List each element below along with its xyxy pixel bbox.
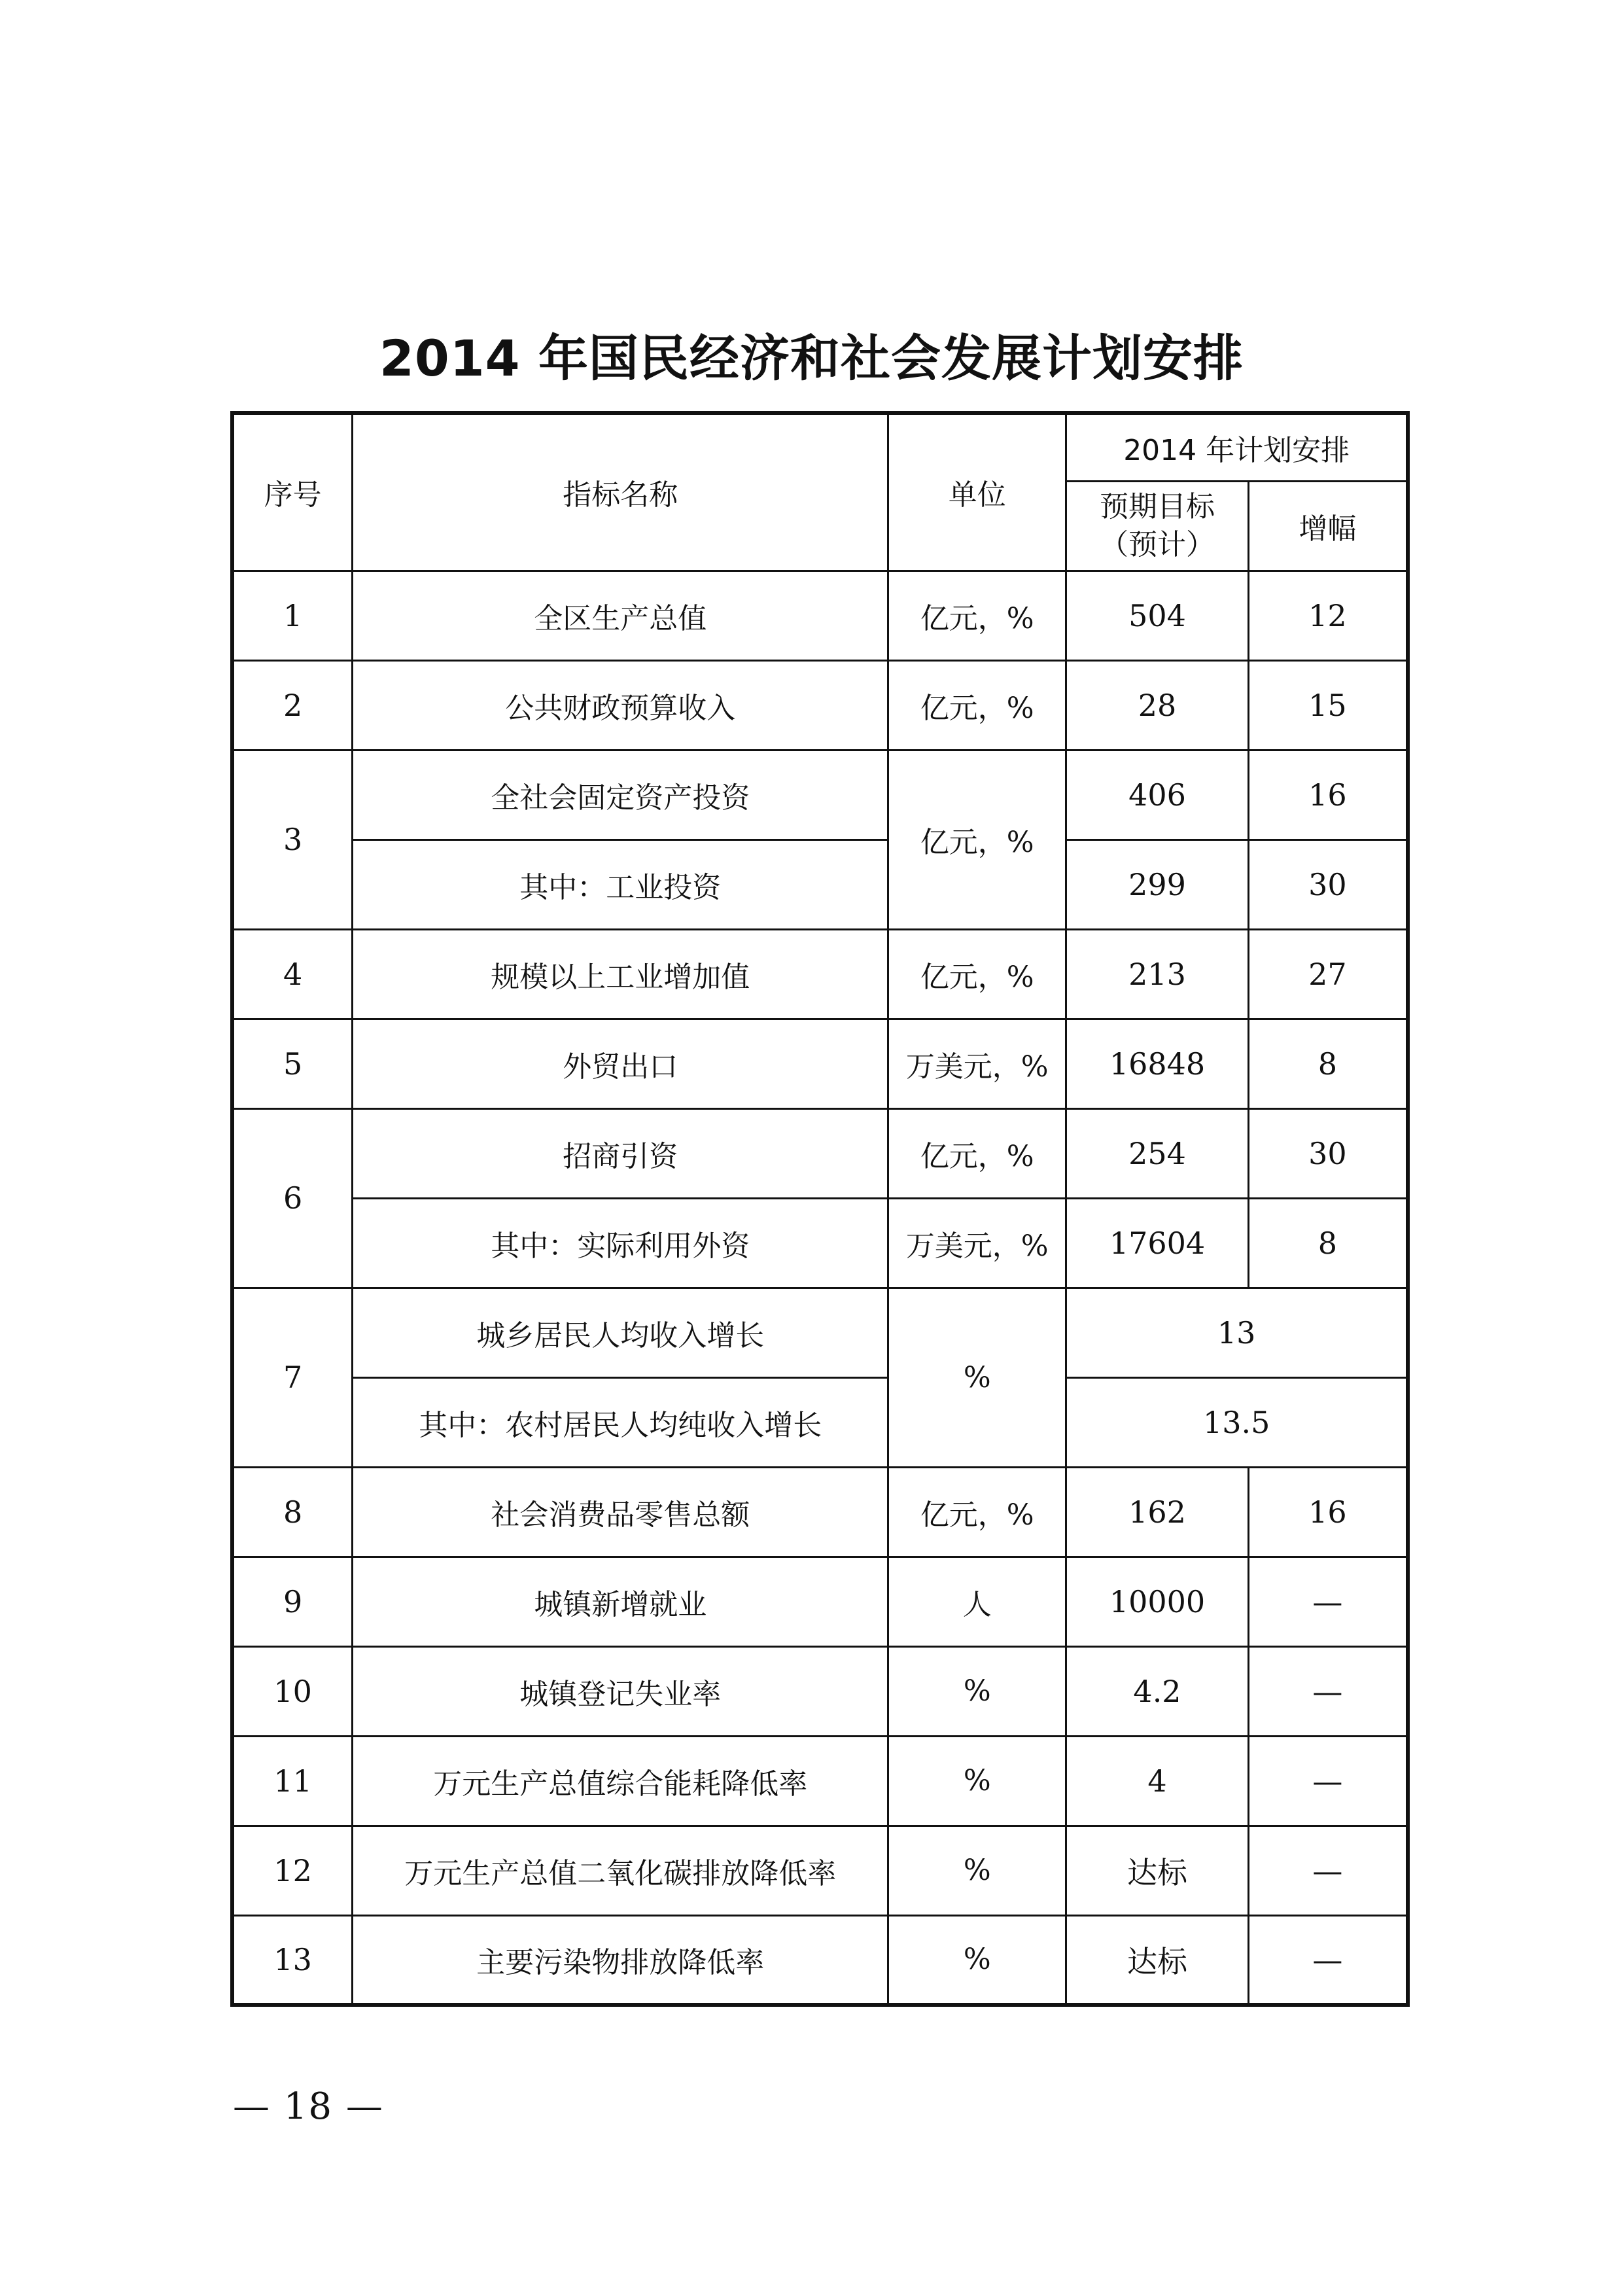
header-name: 指标名称 (353, 413, 888, 571)
cell-target: 达标 (1066, 1915, 1248, 2005)
table-row (232, 1019, 1408, 1108)
cell-name: 规模以上工业增加值 (353, 929, 888, 1019)
cell-unit: % (888, 1288, 1066, 1467)
cell-unit: 亿元，% (888, 1108, 1066, 1198)
cell-index: 5 (232, 1019, 353, 1108)
cell-target: 162 (1066, 1467, 1248, 1557)
cell-growth: 8 (1248, 1198, 1408, 1288)
cell-target: 406 (1066, 750, 1248, 839)
cell-target: 299 (1066, 839, 1248, 929)
table-row (232, 1198, 1408, 1288)
cell-name: 其中：实际利用外资 (353, 1198, 888, 1288)
cell-unit: % (888, 1915, 1066, 2005)
cell-growth: 30 (1248, 1108, 1408, 1198)
cell-name: 城镇新增就业 (353, 1557, 888, 1646)
cell-name: 其中：农村居民人均纯收入增长 (353, 1377, 888, 1467)
cell-unit: % (888, 1826, 1066, 1915)
header-growth: 增幅 (1248, 481, 1408, 571)
page-title: 2014 年国民经济和社会发展计划安排 (379, 329, 1244, 387)
cell-index: 12 (232, 1826, 353, 1915)
cell-index: 8 (232, 1467, 353, 1557)
cell-growth: — (1248, 1736, 1408, 1826)
cell-index: 3 (232, 750, 353, 929)
table-row (232, 839, 1408, 929)
cell-name: 招商引资 (353, 1108, 888, 1198)
cell-target: 16848 (1066, 1019, 1248, 1108)
cell-growth: 12 (1248, 571, 1408, 660)
cell-growth: 15 (1248, 660, 1408, 750)
cell-name: 城乡居民人均收入增长 (353, 1288, 888, 1377)
cell-growth: 27 (1248, 929, 1408, 1019)
cell-target: 4.2 (1066, 1646, 1248, 1736)
cell-name: 公共财政预算收入 (353, 660, 888, 750)
cell-target: 504 (1066, 571, 1248, 660)
table-row (232, 1377, 1408, 1467)
cell-index: 1 (232, 571, 353, 660)
cell-growth: — (1248, 1826, 1408, 1915)
cell-unit: 万美元，% (888, 1019, 1066, 1108)
cell-name: 外贸出口 (353, 1019, 888, 1108)
cell-target: 213 (1066, 929, 1248, 1019)
table-row (232, 1467, 1408, 1557)
cell-merged-value: 13 (1066, 1288, 1408, 1377)
cell-unit: 亿元，% (888, 929, 1066, 1019)
cell-target: 17604 (1066, 1198, 1248, 1288)
header-target-line2: （预计） (1100, 527, 1215, 561)
cell-growth: — (1248, 1557, 1408, 1646)
cell-index: 13 (232, 1915, 353, 2005)
plan-table (230, 411, 1410, 2007)
cell-target: 4 (1066, 1736, 1248, 1826)
header-target (1066, 481, 1248, 571)
table-row (232, 1915, 1408, 2005)
cell-unit: 亿元，% (888, 750, 1066, 929)
table-row (232, 1288, 1408, 1377)
cell-index: 9 (232, 1557, 353, 1646)
cell-growth: — (1248, 1646, 1408, 1736)
cell-index: 11 (232, 1736, 353, 1826)
cell-name: 全区生产总值 (353, 571, 888, 660)
table-row (232, 571, 1408, 660)
cell-unit: 亿元，% (888, 571, 1066, 660)
cell-index: 10 (232, 1646, 353, 1736)
table-row (232, 1826, 1408, 1915)
cell-index: 6 (232, 1108, 353, 1288)
cell-target: 10000 (1066, 1557, 1248, 1646)
cell-target: 254 (1066, 1108, 1248, 1198)
cell-unit: 人 (888, 1557, 1066, 1646)
cell-growth: 16 (1248, 750, 1408, 839)
table-row (232, 1108, 1408, 1198)
header-plan-group: 2014 年计划安排 (1066, 413, 1408, 481)
cell-index: 7 (232, 1288, 353, 1467)
cell-unit: % (888, 1736, 1066, 1826)
table-row (232, 1557, 1408, 1646)
table-row (232, 929, 1408, 1019)
table-row (232, 750, 1408, 839)
cell-index: 2 (232, 660, 353, 750)
cell-target: 28 (1066, 660, 1248, 750)
cell-unit: 万美元，% (888, 1198, 1066, 1288)
page-number: — 18 — (233, 2085, 384, 2128)
cell-growth: 16 (1248, 1467, 1408, 1557)
cell-growth: — (1248, 1915, 1408, 2005)
cell-index: 4 (232, 929, 353, 1019)
cell-name: 主要污染物排放降低率 (353, 1915, 888, 2005)
cell-growth: 8 (1248, 1019, 1408, 1108)
cell-name: 万元生产总值综合能耗降低率 (353, 1736, 888, 1826)
cell-name: 城镇登记失业率 (353, 1646, 888, 1736)
header-target-line1: 预期目标 (1100, 489, 1215, 523)
table-header-row (232, 413, 1408, 481)
cell-unit: % (888, 1646, 1066, 1736)
cell-unit: 亿元，% (888, 660, 1066, 750)
cell-name: 其中：工业投资 (353, 839, 888, 929)
table-row (232, 1646, 1408, 1736)
cell-unit: 亿元，% (888, 1467, 1066, 1557)
header-unit: 单位 (888, 413, 1066, 571)
cell-name: 万元生产总值二氧化碳排放降低率 (353, 1826, 888, 1915)
cell-name: 全社会固定资产投资 (353, 750, 888, 839)
cell-target: 达标 (1066, 1826, 1248, 1915)
cell-merged-value: 13.5 (1066, 1377, 1408, 1467)
table-row (232, 1736, 1408, 1826)
table-row (232, 660, 1408, 750)
cell-name: 社会消费品零售总额 (353, 1467, 888, 1557)
cell-growth: 30 (1248, 839, 1408, 929)
header-index: 序号 (232, 413, 353, 571)
